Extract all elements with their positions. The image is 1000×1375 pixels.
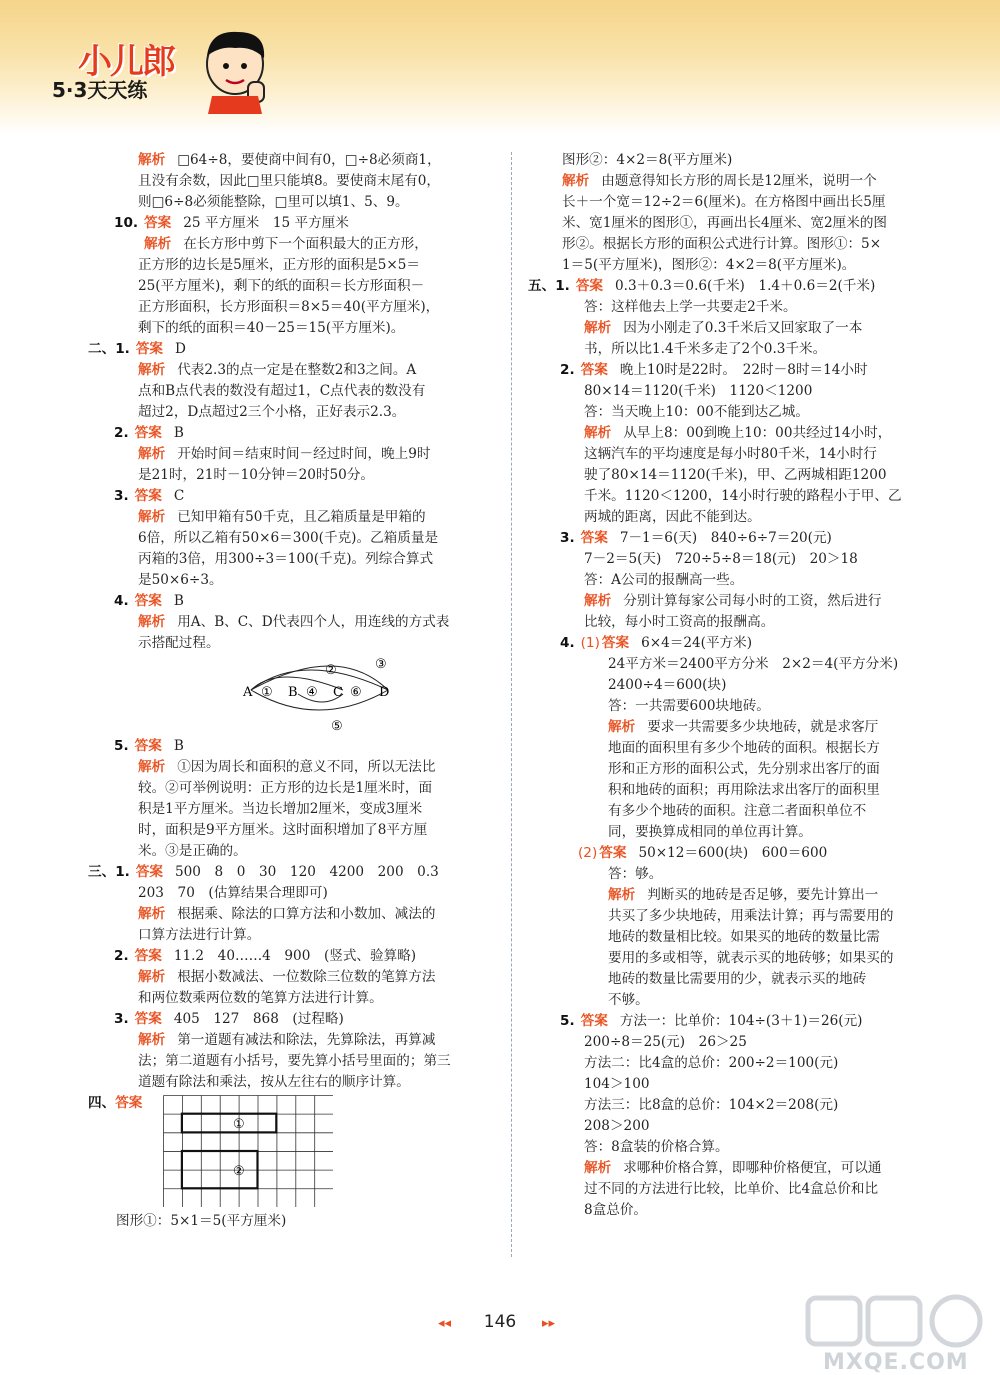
text-line	[88, 318, 496, 339]
question-number: 5.	[114, 738, 129, 754]
section-5-q3	[528, 528, 948, 549]
answer-tag: 答案	[134, 425, 162, 441]
explain-tag: 解析	[584, 1160, 612, 1176]
explain-tag: 解析	[138, 759, 166, 775]
text-line	[88, 150, 496, 171]
answer-text: 2400÷4＝600(块)	[608, 677, 727, 693]
text-line	[528, 465, 948, 486]
text: 分别计算每家公司每小时的工资，然后进行	[623, 593, 882, 609]
answer-tag: 答案	[580, 530, 608, 546]
grid-figure	[163, 1095, 333, 1207]
answer-text: 24平方米＝2400平方分米 2×2＝4(平方分米)	[608, 656, 899, 672]
question-number: 1.	[115, 341, 130, 357]
text: 25(平方厘米)，剩下的纸的面积＝长方形面积－	[138, 278, 425, 294]
section-label: 四、	[88, 1095, 116, 1111]
explain-tag: 解析	[144, 236, 172, 252]
node-c: C	[333, 685, 343, 700]
rect-figure-2	[182, 1151, 258, 1188]
section-label: 二、	[88, 341, 116, 357]
brand-subtitle: 5·3天天练	[52, 78, 148, 102]
text: 超过2，D点超过2三个小格，正好表示2.3。	[138, 404, 406, 420]
question-number: 2.	[114, 425, 129, 441]
answer-text: 50×12＝600(块) 600＝600	[638, 845, 828, 861]
answer-text: 200÷8＝25(元) 26＞25	[584, 1034, 747, 1050]
text: 1＝5(平方厘米)，图形②：4×2＝8(平方厘米)。	[562, 257, 856, 273]
text: 有多少个地砖的面积。注意二者面积单位不	[608, 803, 867, 819]
text: 要求一共需要多少块地砖，就是求客厅	[647, 719, 879, 735]
text: 示搭配过程。	[138, 635, 220, 651]
text-line	[88, 1211, 496, 1232]
text: 时，面积是9平方厘米。这时面积增加了8平方厘	[138, 822, 428, 838]
section-2-q1	[88, 339, 496, 360]
text-line	[88, 255, 496, 276]
text-line	[528, 444, 948, 465]
section-2-q2	[88, 423, 496, 444]
text: 正方形面积，长方形面积＝8×5＝40(平方厘米)，	[138, 299, 440, 315]
mascot-icon	[190, 24, 280, 114]
text-line	[528, 1053, 948, 1074]
explain-tag: 解析	[138, 509, 166, 525]
text: 法；第二道题有小括号，要先算小括号里面的；第三	[138, 1053, 451, 1069]
text-line	[88, 360, 496, 381]
text: 点和B点代表的数没有超过1，C点代表的数没有	[138, 383, 426, 399]
text: 这辆汽车的平均速度是每小时80千米，14小时行	[584, 446, 877, 462]
answer-text: D	[175, 341, 186, 357]
answer-tag: 答案	[599, 845, 627, 861]
question-number: 5.	[560, 1013, 575, 1029]
node-d: D	[379, 685, 390, 700]
explain-tag: 解析	[584, 425, 612, 441]
text-line	[528, 1116, 948, 1137]
section-3-q1	[88, 862, 496, 883]
section-4-answer	[88, 1093, 496, 1211]
text: 地砖的数量相比较。如果买的地砖的数量比需	[608, 929, 880, 945]
text: 在长方形中剪下一个面积最大的正方形，	[183, 236, 428, 252]
text-line	[88, 1051, 496, 1072]
text: 口算方法进行计算。	[138, 927, 261, 943]
explain-tag: 解析	[138, 969, 166, 985]
text-line	[88, 276, 496, 297]
text-line	[528, 990, 948, 1011]
answer-tag: 答案	[134, 738, 162, 754]
section-5-q5	[528, 1011, 948, 1032]
text-line	[528, 612, 948, 633]
brand-title: 小儿郎	[78, 42, 174, 82]
answer-tag: 答案	[134, 948, 162, 964]
answer-text: 答：这样他去上学一共要走2千米。	[584, 299, 797, 315]
text-line	[528, 1200, 948, 1221]
answer-tag: 答案	[580, 362, 608, 378]
answer-text: 答：8盒装的价格合算。	[584, 1139, 729, 1155]
text: 是50×6÷3。	[138, 572, 223, 588]
text-line	[528, 213, 948, 234]
text-line	[528, 381, 948, 402]
section-label: 三、	[88, 864, 116, 880]
text-line	[88, 507, 496, 528]
text: 根据小数减法、一位数除三位数的笔算方法	[177, 969, 436, 985]
text-line	[528, 948, 948, 969]
text-line	[88, 925, 496, 946]
answer-tag: 答案	[601, 635, 630, 651]
text-line	[528, 885, 948, 906]
text: 由题意得知长方形的周长是12厘米，说明一个	[601, 173, 877, 189]
text-line	[528, 150, 948, 171]
text: 根据乘、除法的口算方法和小数加、减法的	[177, 906, 436, 922]
text-line	[88, 799, 496, 820]
answer-text: C	[173, 488, 185, 504]
node-a: A	[243, 685, 253, 700]
line-label-5: ⑤	[331, 719, 343, 734]
text: 长＋一个宽＝12÷2＝6(厘米)。在方格图中画出长5厘	[562, 194, 886, 210]
explain-tag: 解析	[138, 906, 166, 922]
text-line	[528, 318, 948, 339]
answer-text: 104＞100	[584, 1076, 650, 1092]
text-line	[88, 570, 496, 591]
answer-text: 6×4＝24(平方米)	[641, 635, 753, 651]
watermark-url: MXQE.COM	[823, 1350, 969, 1375]
text: 两城的距离，因此不能到达。	[584, 509, 761, 525]
text: 图形①：5×1＝5(平方厘米)	[116, 1213, 287, 1229]
answer-text: 405 127 868 (过程略)	[173, 1011, 344, 1027]
text-line	[528, 864, 948, 885]
section-5-q4-part2	[528, 843, 948, 864]
section-3-q3	[88, 1009, 496, 1030]
text-line	[528, 717, 948, 738]
text: 共买了多少块地砖，用乘法计算；再与需要用的	[608, 908, 894, 924]
answer-tag: 答案	[134, 488, 162, 504]
answer-text: 25 平方厘米 15 平方厘米	[183, 215, 349, 231]
text: 形②。根据长方形的面积公式进行计算。图形①：5×	[562, 236, 882, 252]
text: 同，要换算成相同的单位再计算。	[608, 824, 812, 840]
node-b: B	[288, 685, 298, 700]
answer-text: 答：当天晚上10：00不能到达乙城。	[584, 404, 809, 420]
text-line	[528, 1032, 948, 1053]
section-2-q4	[88, 591, 496, 612]
explain-tag: 解析	[138, 152, 166, 168]
text: 因为小刚走了0.3千米后又回家取了一本	[623, 320, 863, 336]
text: 地面的面积里有多少个地砖的面积。根据长方	[608, 740, 880, 756]
text-line	[528, 1095, 948, 1116]
text-line	[88, 549, 496, 570]
answer-text: 晚上10时是22时。 22时－8时＝14小时	[619, 362, 868, 378]
explain-tag: 解析	[562, 173, 590, 189]
text-line	[88, 988, 496, 1009]
section-5-q4	[528, 633, 948, 654]
question-number: 4.	[560, 635, 575, 651]
section-3-q2	[88, 946, 496, 967]
question-number: 1.	[115, 864, 130, 880]
prev-page-icon[interactable]: ◂◂	[438, 1316, 452, 1331]
text-line	[88, 171, 496, 192]
question-number: 2.	[560, 362, 575, 378]
text: 是21时，21时－10分钟＝20时50分。	[138, 467, 375, 483]
explain-tag: 解析	[608, 719, 636, 735]
answer-text: 203 70 (估算结果合理即可)	[138, 885, 328, 901]
question-number: 1.	[555, 278, 570, 294]
text-line	[528, 1179, 948, 1200]
answer-tag: 答案	[115, 1095, 143, 1111]
text-line	[528, 297, 948, 318]
text-line	[528, 255, 948, 276]
text-line	[88, 528, 496, 549]
left-column	[88, 150, 496, 1232]
text-line	[528, 969, 948, 990]
text-line	[528, 549, 948, 570]
text: 用A、B、C、D代表四个人，用连线的方式表	[177, 614, 450, 630]
text: 千米。1120＜1200，14小时行驶的路程小于甲、乙	[584, 488, 902, 504]
section-2-q3	[88, 486, 496, 507]
text-line	[528, 1137, 948, 1158]
line-label-2: ②	[325, 663, 337, 678]
text: 积和地砖的面积；再用除法求出客厅的面积里	[608, 782, 880, 798]
answer-tag: 答案	[580, 1013, 608, 1029]
answer-tag: 答案	[575, 278, 603, 294]
answer-text: 0.3＋0.3＝0.6(千米) 1.4＋0.6＝2(千米)	[615, 278, 876, 294]
question-number: 3.	[114, 488, 129, 504]
text-line	[528, 402, 948, 423]
answer-tag: 答案	[134, 1011, 162, 1027]
answer-text: 7－2＝5(天) 720÷5÷8＝18(元) 20＞18	[584, 551, 858, 567]
text-line	[528, 570, 948, 591]
text: 第一道题有减法和除法，先算除法，再算减	[177, 1032, 436, 1048]
question-10	[88, 213, 496, 234]
text-line	[528, 591, 948, 612]
text-line	[88, 444, 496, 465]
text: 6倍，所以乙箱有50×6＝300(千克)。乙箱质量是	[138, 530, 439, 546]
answer-text: B	[173, 738, 184, 754]
text: 则□6÷8必须能整除，□里可以填1、5、9。	[138, 194, 409, 210]
text-line	[528, 1074, 948, 1095]
text-line	[88, 402, 496, 423]
text-line	[88, 904, 496, 925]
answer-tag: 答案	[135, 864, 163, 880]
explain-tag: 解析	[584, 320, 612, 336]
text-line	[528, 927, 948, 948]
text: 且没有余数，因此□里只能填8。要使商末尾有0，	[138, 173, 441, 189]
figure-2-label: ②	[233, 1164, 245, 1179]
answer-text: B	[173, 593, 184, 609]
answer-text: 7－1＝6(天) 840÷6÷7＝20(元)	[619, 530, 832, 546]
text-line	[88, 778, 496, 799]
text-line	[528, 339, 948, 360]
section-5-q2	[528, 360, 948, 381]
text-line	[88, 297, 496, 318]
text-line	[88, 465, 496, 486]
answer-text: 方法三：比8盒的总价：104×2＝208(元)	[584, 1097, 839, 1113]
text-line	[528, 675, 948, 696]
text-line	[88, 234, 496, 255]
answer-text: 方法一：比单价：104÷(3＋1)＝26(元)	[619, 1013, 863, 1029]
text-line	[88, 192, 496, 213]
text-line	[88, 820, 496, 841]
answer-tag: 答案	[144, 215, 172, 231]
text: 道题有除法和乘法，按从左往右的顺序计算。	[138, 1074, 410, 1090]
explain-tag: 解析	[138, 362, 166, 378]
question-number: 2.	[114, 948, 129, 964]
text: 米、宽1厘米的图形①，再画出长4厘米、宽2厘米的图	[562, 215, 888, 231]
text: 积是1平方厘米。当边长增加2厘米，变成3厘米	[138, 801, 423, 817]
sub-question-label: (1)	[580, 635, 600, 651]
text-line	[528, 507, 948, 528]
section-4-heading	[88, 1093, 154, 1114]
text: 不够。	[608, 992, 649, 1008]
answer-text: 方法二：比4盒的总价：200÷2＝100(元)	[584, 1055, 839, 1071]
text: 剩下的纸的面积＝40－25＝15(平方厘米)。	[138, 320, 405, 336]
column-divider	[511, 152, 512, 1257]
text-line	[528, 486, 948, 507]
answer-tag: 答案	[134, 593, 162, 609]
question-number: 4.	[114, 593, 129, 609]
text-line	[528, 654, 948, 675]
text-line	[88, 967, 496, 988]
text-line	[528, 171, 948, 192]
text: 形和正方形的面积公式，先分别求出客厅的面	[608, 761, 880, 777]
text-line	[88, 381, 496, 402]
rect-figure-1	[182, 1114, 276, 1133]
text-line	[528, 192, 948, 213]
text-line	[88, 612, 496, 633]
answer-text: 答：A公司的报酬高一些。	[584, 572, 744, 588]
text: 代表2.3的点一定是在整数2和3之间。A	[177, 362, 417, 378]
pairing-diagram-svg	[88, 654, 496, 736]
answer-tag: 答案	[135, 341, 163, 357]
answer-text: 11.2 40……4 900 (竖式、验算略)	[173, 948, 417, 964]
explain-tag: 解析	[138, 614, 166, 630]
explain-tag: 解析	[138, 446, 166, 462]
text: 求哪种价格合算，即哪种价格便宜，可以通	[623, 1160, 882, 1176]
answer-text: 500 8 0 30 120 4200 200 0.3	[175, 864, 439, 880]
explain-tag: 解析	[138, 1032, 166, 1048]
text-line	[88, 883, 496, 904]
answer-text: 80×14＝1120(千米) 1120＜1200	[584, 383, 813, 399]
text: 地砖的数量比需要用的少，就表示买的地砖	[608, 971, 867, 987]
text: 书，所以比1.4千米多走了2个0.3千米。	[584, 341, 827, 357]
text: 正方形的边长是5厘米，正方形的面积是5×5＝	[138, 257, 421, 273]
text-line	[528, 423, 948, 444]
text: 比较，每小时工资高的报酬高。	[584, 614, 775, 630]
text-line	[528, 822, 948, 843]
line-label-4: ④	[306, 685, 318, 700]
text: 8盒总价。	[584, 1202, 648, 1218]
sub-question-label: (2)	[578, 845, 598, 861]
text: 开始时间＝结束时间－经过时间，晚上9时	[177, 446, 431, 462]
section-2-q5	[88, 736, 496, 757]
line-label-6: ⑥	[350, 685, 362, 700]
answer-text: 答：一共需要600块地砖。	[608, 698, 770, 714]
text-line	[528, 906, 948, 927]
text: ①因为周长和面积的意义不同，所以无法比	[177, 759, 436, 775]
text: 从早上8：00到晚上10：00共经过14小时，	[623, 425, 892, 441]
question-number: 3.	[114, 1011, 129, 1027]
section-5-q1	[528, 276, 948, 297]
text-line	[528, 696, 948, 717]
line-label-3: ③	[375, 657, 387, 672]
text-line	[528, 1158, 948, 1179]
text-line	[528, 801, 948, 822]
pairing-diagram	[88, 654, 496, 736]
brand-logo	[50, 28, 240, 108]
text-line	[88, 1072, 496, 1093]
text: 已知甲箱有50千克，且乙箱质量是甲箱的	[177, 509, 426, 525]
explain-tag: 解析	[608, 887, 636, 903]
text: 米。③是正确的。	[138, 843, 247, 859]
right-column	[528, 150, 948, 1221]
page-number: 146	[483, 1312, 517, 1332]
answer-text: B	[173, 425, 184, 441]
text-line	[88, 757, 496, 778]
section-label: 五、	[528, 278, 556, 294]
explain-tag: 解析	[584, 593, 612, 609]
line-label-1: ①	[261, 685, 273, 700]
text-line	[88, 841, 496, 862]
text-line	[528, 234, 948, 255]
next-page-icon[interactable]: ▸▸	[542, 1316, 556, 1331]
text-line	[88, 633, 496, 654]
text: 图形②：4×2＝8(平方厘米)	[562, 152, 733, 168]
text: 驶了80×14＝1120(千米)，甲、乙两城相距1200	[584, 467, 887, 483]
answer-text: 答：够。	[608, 866, 663, 882]
text-line	[528, 780, 948, 801]
figure-1-label: ①	[233, 1117, 245, 1132]
answer-text: 208＞200	[584, 1118, 650, 1134]
text-line	[528, 759, 948, 780]
text: 过不同的方法进行比较，比单价、比4盒总价和比	[584, 1181, 879, 1197]
question-number: 10.	[114, 215, 139, 231]
text-line	[528, 738, 948, 759]
question-number: 3.	[560, 530, 575, 546]
text: 和两位数乘两位数的笔算方法进行计算。	[138, 990, 383, 1006]
text: 判断买的地砖是否足够，要先计算出一	[647, 887, 879, 903]
text: 丙箱的3倍，用300÷3＝100(千克)。列综合算式	[138, 551, 434, 567]
text: 较。②可举例说明：正方形的边长是1厘米时，面	[138, 780, 433, 796]
text: 要用的多或相等，就表示买的地砖够；如果买的	[608, 950, 894, 966]
text: □64÷8，要使商中间有0，□÷8必须商1，	[177, 152, 441, 168]
text-line	[88, 1030, 496, 1051]
